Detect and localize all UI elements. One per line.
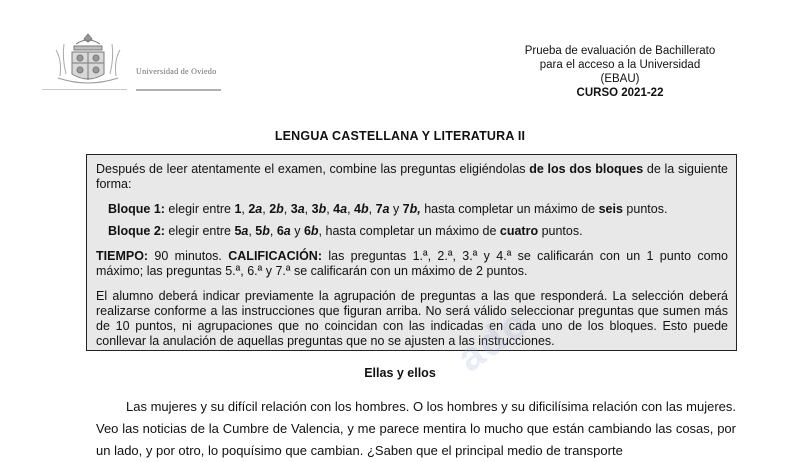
header-rule-left	[42, 89, 127, 90]
q-3b: 3b	[311, 202, 327, 216]
text-body	[96, 396, 736, 462]
text-paragraph: Las mujeres y su difícil relación con los hombres. O los hombres y su dificilísima relación con las mujeres. Veo las noticias de la Cumbre de Valencia, y me parece mentira lo mucho que están cambiando las cosas, por un lado, y por otro, lo poquísimo que cambian. ¿Saben que el principal medio de transporte	[96, 399, 736, 458]
q-7b: 7b,	[402, 202, 421, 216]
exam-line-3: (EBAU)	[600, 73, 640, 85]
q-2a: 2a	[248, 202, 263, 216]
intro-text-end: de la siguiente forma:	[96, 162, 728, 191]
exam-info	[490, 44, 750, 100]
q-4a: 4a	[333, 202, 348, 216]
bloque-1-label: Bloque 1:	[108, 202, 165, 216]
bloque-1-max-text: hasta completar un máximo de	[420, 202, 599, 216]
bloque-1-puntos: puntos.	[622, 202, 668, 216]
header-rule-right	[136, 89, 221, 91]
q-4b: 4b	[354, 202, 369, 216]
q-6b: 6b	[303, 224, 319, 238]
intro-text: Después de leer atentamente el examen, combine las preguntas eligiéndolas	[96, 162, 530, 176]
intro-emphasis: de los dos bloques	[529, 162, 644, 176]
exam-line-1: Prueba de evaluación de Bachillerato	[524, 45, 716, 57]
bloque-1-and: y	[389, 202, 403, 216]
q-5a: 5a	[234, 224, 249, 238]
q-7a: 7a	[375, 202, 390, 216]
selection-rules: El alumno deberá indicar previamente la agrupación de preguntas a las que responderá. La selección deberá realizarse conforme a las instrucciones que figuran arriba. No será válido seleccionar preguntas que sumen más de 10 puntos, ni agrupaciones que no coincidan con las indicadas en cada uno de los bloques. Esto puede conllevar la anulación de aquellas preguntas que no se ajusten a las instrucciones.	[96, 289, 728, 348]
bloque-1-text: elegir entre	[164, 202, 235, 216]
bloque-2-text: elegir entre	[164, 224, 235, 238]
bloque-2-max: cuatro	[499, 224, 539, 238]
tiempo-value: 90 minutos.	[148, 249, 229, 263]
instructions-box	[86, 154, 737, 351]
q-2b: 2b	[269, 202, 284, 216]
calificacion-text: las preguntas 1.ª, 2.ª, 3.ª y 4.ª se calificarán con un 1 punto como máximo; las preguntas 5.ª, 6.ª y 7.ª se calificarán con un máximo de 2 puntos.	[96, 249, 728, 278]
bloque-1-line: Bloque 1: elegir entre 1, 2a, 2b, 3a, 3b, 4a, 4b, 7a y 7b, hasta completar un máximo de seis puntos.	[108, 202, 668, 216]
university-crest-logo	[52, 30, 124, 86]
bloque-2-puntos: puntos.	[538, 224, 583, 238]
q-5b: 5b	[255, 224, 270, 238]
tiempo-calificacion	[96, 249, 728, 279]
q-6a: 6a	[276, 224, 291, 238]
subject-title: LENGUA CASTELLANA Y LITERATURA II	[274, 129, 526, 143]
q-3a: 3a	[290, 202, 305, 216]
course-label: CURSO 2021-22	[576, 87, 664, 99]
tiempo-label: TIEMPO:	[96, 249, 149, 263]
bloque-2-max-text: , hasta completar un máximo de	[318, 224, 500, 238]
bloque-2-and: y	[290, 224, 304, 238]
bloque-2-label: Bloque 2:	[108, 224, 165, 238]
instructions-intro	[96, 162, 728, 192]
bloque-2-line: Bloque 2: elegir entre 5a, 5b, 6a y 6b, hasta completar un máximo de cuatro puntos.	[108, 224, 583, 238]
calificacion-label: CALIFICACIÓN:	[228, 249, 322, 263]
watermark: ado	[449, 299, 538, 381]
exam-line-2: para el acceso a la Universidad	[539, 59, 701, 71]
university-name: Universidad de Oviedo	[136, 67, 217, 76]
q-1: 1	[234, 202, 242, 216]
bloque-1-max: seis	[598, 202, 623, 216]
text-title: Ellas y ellos	[364, 366, 436, 380]
